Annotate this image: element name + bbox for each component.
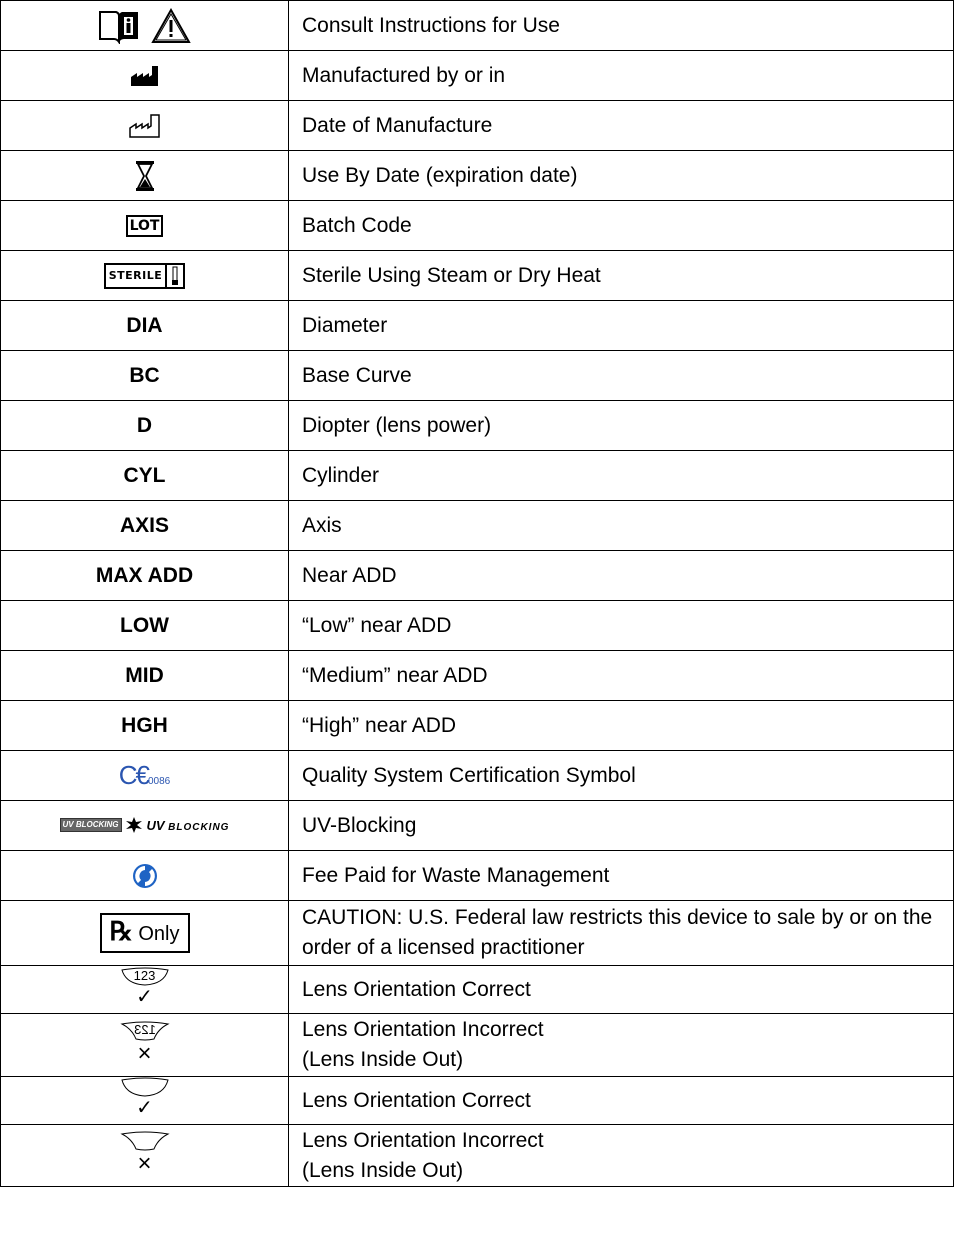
description-cell [289,1014,954,1077]
date-of-manufacture-icon [129,114,161,138]
table-row [1,501,954,551]
table-row [1,751,954,801]
table-row [1,801,954,851]
symbol-cell [1,1125,289,1187]
symbol-code: D [1,401,289,451]
symbol-cell [1,101,289,151]
symbol-code: DIA [1,301,289,351]
description-cell: Axis [289,501,954,551]
symbol-cell [1,901,289,966]
starburst-icon [126,817,142,833]
factory-icon [130,65,160,87]
symbol-cell [1,1077,289,1125]
lens-123-incorrect-icon [120,1021,170,1065]
description-line: Lens Orientation Incorrect [302,1018,544,1041]
cross-mark: × [137,1150,152,1177]
symbol-cell [1,1,289,51]
lens-123-correct-icon [120,967,170,1007]
description-line: (Lens Inside Out) [302,1048,464,1071]
green-dot-recycling-icon [132,863,158,889]
sterile-steam-icon [104,263,186,289]
table-row [1,966,954,1014]
symbol-code: CYL [1,451,289,501]
symbol-code: AXIS [1,501,289,551]
description-cell: UV-Blocking [289,801,954,851]
ce-number: 0086 [148,776,171,787]
symbol-code: HGH [1,701,289,751]
uv-text-sub: BLOCKING [168,821,230,833]
table-row [1,301,954,351]
description-line: Lens Orientation Incorrect [302,1128,544,1152]
table-row [1,201,954,251]
description-cell: Cylinder [289,451,954,501]
description-cell: Date of Manufacture [289,101,954,151]
table-row [1,551,954,601]
table-row [1,651,954,701]
description-cell: Fee Paid for Waste Management [289,851,954,901]
description-cell: Consult Instructions for Use [289,1,954,51]
table-row [1,1077,954,1125]
ce-letters: C€ [118,760,148,790]
description-cell: Diopter (lens power) [289,401,954,451]
description-cell: Diameter [289,301,954,351]
description-cell: Lens Orientation Correct [289,966,954,1014]
symbol-cell [1,201,289,251]
rx-only-icon [100,913,190,953]
symbol-cell [1,801,289,851]
symbol-cell [1,1014,289,1077]
book-info-icon [98,8,140,44]
symbol-cell [1,851,289,901]
table-row [1,701,954,751]
symbol-code: MAX ADD [1,551,289,601]
table-row [1,601,954,651]
lens-number-reversed: 123 [133,1021,156,1037]
lens-correct-icon [120,1077,170,1119]
symbol-code: MID [1,651,289,701]
symbol-cell [1,251,289,301]
table-row [1,1,954,51]
rx-only-text: Only [138,923,180,945]
description-cell: Near ADD [289,551,954,601]
ce-mark-icon [119,760,171,790]
description-cell: Lens Orientation Correct [289,1077,954,1125]
rx-symbol: ℞ [109,917,133,947]
lot-icon: LOT [126,215,164,237]
symbol-cell [1,151,289,201]
table-row [1,351,954,401]
symbol-cell [1,751,289,801]
description-cell: “High” near ADD [289,701,954,751]
description-cell: CAUTION: U.S. Federal law restricts this device to sale by or on the order of a licensed practitioner [289,901,954,966]
cross-mark: × [137,1039,152,1067]
symbol-code: LOW [1,601,289,651]
table-row [1,51,954,101]
uv-blocking-text [146,818,229,833]
uv-text-main: UV [146,817,165,833]
lens-number: 123 [133,968,156,983]
symbol-cell [1,966,289,1014]
symbol-code: BC [1,351,289,401]
check-mark: ✓ [136,1097,153,1119]
description-cell: Base Curve [289,351,954,401]
table-row [1,851,954,901]
description-cell: Use By Date (expiration date) [289,151,954,201]
check-mark: ✓ [136,986,153,1008]
description-cell: “Low” near ADD [289,601,954,651]
lens-incorrect-icon [120,1131,170,1175]
description-cell: Quality System Certification Symbol [289,751,954,801]
description-cell: “Medium” near ADD [289,651,954,701]
uv-blocking-badge-icon: UV BLOCKING [60,818,122,832]
table-row [1,901,954,966]
thermometer-icon [165,265,183,287]
description-cell [289,1125,954,1187]
table-row [1,251,954,301]
description-cell: Sterile Using Steam or Dry Heat [289,251,954,301]
table-row [1,101,954,151]
table-row [1,1125,954,1187]
symbol-cell [1,51,289,101]
hourglass-icon [135,160,155,192]
table-row [1,151,954,201]
description-line: (Lens Inside Out) [302,1158,464,1182]
description-cell: Batch Code [289,201,954,251]
sterile-text: STERILE [108,268,163,282]
table-row [1,1014,954,1077]
description-cell: Manufactured by or in [289,51,954,101]
table-row [1,401,954,451]
table-row [1,451,954,501]
warning-icon [151,8,191,44]
